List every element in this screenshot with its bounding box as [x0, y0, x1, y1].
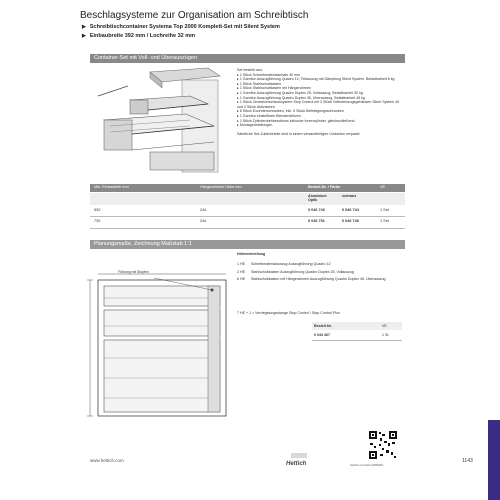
col-min-depth: Min. Einbautiefe mm [94, 185, 129, 189]
technical-drawing [84, 268, 234, 418]
subtitle-size-text: Einbaubreite 392 mm / Lochreihe 32 mm [89, 33, 196, 39]
drawing-label: Führung mit Stopfen [118, 270, 149, 274]
table-row: 730 244 0 046 751 0 046 746 1 Set [94, 219, 389, 223]
set-note: Sämtliche Set-Zubehörteile sind in einem versandfertigen Umkarton verpackt. [237, 131, 361, 136]
list-item: 1 HE Schreibmaterialauszug Auszugführung Quadro 12 [237, 262, 331, 266]
list-item: ▸ 1 Garnitur Auszugführung Quadro Duplex 25, Vollauszug, Belastbarkeit 30 kg [237, 90, 363, 95]
heights-title: Höheneinteilung [237, 252, 266, 256]
list-item: 6 HE Stahlschubkasten mit Hängerahmen Auszugführung Quadro Duplex 45, Überauszug [237, 277, 386, 282]
page-title: Beschlagsysteme zur Organisation am Schreibtisch [80, 10, 309, 21]
divider [90, 216, 405, 217]
order-table-header [90, 184, 405, 192]
subtitle-size [82, 33, 195, 39]
section-container-set-bar: Container-Set mit Voll- und Überauszügen [90, 54, 405, 63]
set-description [237, 68, 405, 136]
list-item: ▸ 1 Stück Schreibmaterialschale 40 mm [237, 72, 301, 77]
bullet-list [237, 73, 405, 128]
list-item: ▸ 1 Garnitur Auszugführung Quadro Duplex 45, Überauszug, Belastbarkeit 45 kg [237, 95, 365, 100]
list-item: ▸ 1 Garnitur einstellbare Blendenstützen [237, 113, 301, 118]
divider [90, 228, 405, 229]
list-item: 2 HE Stahlschubkasten Auszugführung Quadro Duplex 25, Vollauszug [237, 269, 354, 274]
table-row: 530 244 0 046 740 0 046 744 1 Set [94, 208, 389, 212]
qr-code-icon [368, 430, 398, 460]
order-table-subheader [90, 193, 405, 205]
qr-caption: hettich.com/short/d56d5c [350, 463, 384, 467]
list-item: ▸ 1 Stück Stahlschubkasten [237, 81, 282, 86]
footer-url[interactable]: www.hettich.com [90, 458, 124, 463]
heights-list [237, 262, 407, 285]
chapter-tab [488, 420, 500, 500]
col-alu: Aluminium Optik [308, 194, 327, 203]
list-item: ▸ 6 Stück Exzenterschrauben, inkl. 6 Stück Befestigungsschrauben [237, 109, 344, 114]
hettich-logo-text: Hettich [286, 461, 307, 467]
section-planning-bar: Planungsmaße, Zeichnung Maßstab 1:1 [90, 240, 405, 249]
list-item: ▸ 1 Stück Zentralverschlusssystem Stop Control mit 2 Stück Selbsteinzugsgehäusen Silent System 40 und 2 Stück Aktivatoren [237, 100, 400, 109]
table-row: 0 043 467 1 St. [314, 333, 390, 337]
triangle-icon: ▶ [82, 24, 86, 30]
list-item: ▸ Montageanleitungen [237, 123, 273, 128]
divider [312, 340, 402, 341]
col-ve: VE [380, 185, 386, 189]
subtitle-product-text: Schreibtischcontainer Systema Top 2000 Komplett-Set mit Silent System [89, 24, 280, 30]
small-order-header: Bestell-Nr. VE [312, 322, 402, 330]
list-item: ▸ 1 Stück Stahlschubkasten mit Hängerahmen [237, 86, 311, 91]
col-order: Bestell-Nr. / Farbe [308, 185, 341, 189]
list-item: ▸ 1 Stück Zylinderdrehbeschluss inklusive Innenzylinder, gleichschließend [237, 118, 355, 123]
col-frame-height: Hängerahmen Höhe mm [200, 185, 242, 189]
hettich-logo-icon [285, 453, 315, 467]
subtitle-product [82, 24, 280, 30]
page-number: 1143 [462, 458, 473, 464]
list-item: ▸ 1 Garnitur Auszugführung Quadro 12, Teilauszug mit Dämpfung Silent System, Belastbarkeit 6 kg [237, 77, 395, 82]
lock-note: 7 HE + 1 = Verriegelungsstange Stop Control / Stop Control Plus [237, 311, 340, 315]
col-black: schwarz [342, 194, 357, 198]
triangle-icon: ▶ [82, 33, 86, 39]
set-intro: Set besteht aus: [237, 68, 263, 72]
product-photo [90, 66, 230, 178]
